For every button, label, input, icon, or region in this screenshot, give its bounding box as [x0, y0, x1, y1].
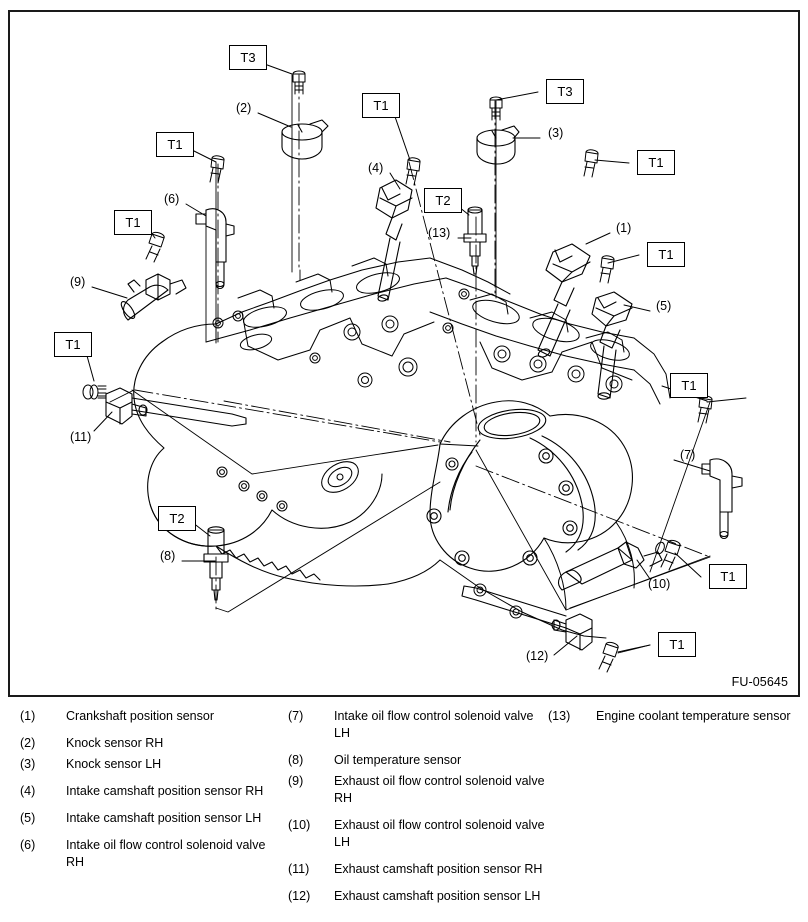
callout-3[interactable]: (3)	[548, 126, 564, 140]
legend-item	[288, 861, 550, 878]
callout-4[interactable]: (4)	[368, 161, 384, 175]
legend-item	[288, 708, 550, 742]
part-exhaust-ofcsv-rh	[119, 274, 186, 320]
bolt-t1-b	[406, 158, 420, 185]
bolt-t1-f	[83, 385, 106, 399]
legend-item-number: (7)	[288, 709, 304, 723]
callout-7[interactable]: (7)	[680, 448, 696, 462]
bolt-t1-d	[600, 256, 614, 283]
torque-label-t3-a[interactable]: T3	[229, 45, 267, 70]
part-knock-sensor-lh	[477, 126, 519, 164]
legend	[8, 708, 800, 914]
legend-item	[20, 708, 280, 725]
legend-item-number: (8)	[288, 753, 304, 767]
bolt-t1-a	[210, 156, 224, 183]
legend-item-number: (11)	[288, 862, 310, 876]
legend-item-label: Exhaust camshaft position sensor RH	[334, 862, 543, 876]
part-intake-camshaft-sensor-rh	[376, 180, 412, 302]
torque-label-t1-e[interactable]: T1	[114, 210, 152, 235]
legend-column-1	[20, 708, 280, 881]
legend-item-label: Intake camshaft position sensor RH	[66, 784, 264, 798]
torque-label-t1-a[interactable]: T1	[156, 132, 194, 157]
torque-label-t1-c[interactable]: T1	[637, 150, 675, 175]
legend-column-3	[548, 708, 800, 735]
legend-item-label: Engine coolant temperature sensor	[596, 709, 791, 723]
part-coolant-temp-sensor	[464, 207, 486, 274]
legend-item-label: Intake camshaft position sensor LH	[66, 811, 262, 825]
torque-label-t1-d[interactable]: T1	[647, 242, 685, 267]
legend-item	[20, 810, 280, 827]
legend-item	[288, 888, 550, 905]
callout-6[interactable]: (6)	[164, 192, 180, 206]
legend-item-label: Exhaust oil flow control solenoid valve RH	[334, 774, 545, 805]
legend-item-number: (4)	[20, 784, 36, 798]
torque-label-t2-a[interactable]: T2	[424, 188, 462, 213]
callout-8[interactable]: (8)	[160, 549, 176, 563]
legend-item-number: (6)	[20, 838, 36, 852]
legend-item-number: (2)	[20, 736, 36, 750]
engine-assembly-drawing	[10, 12, 802, 699]
legend-item	[288, 773, 550, 807]
part-exhaust-ofcsv-lh	[559, 542, 662, 590]
torque-label-t2-b[interactable]: T2	[158, 506, 196, 531]
torque-label-t1-h[interactable]: T1	[709, 564, 747, 589]
legend-item-number: (5)	[20, 811, 36, 825]
legend-column-2	[288, 708, 550, 915]
legend-item-label: Intake oil flow control solenoid valve RH	[66, 838, 266, 869]
bolt-t1-c	[584, 150, 598, 177]
legend-item-label: Exhaust oil flow control solenoid valve LH	[334, 818, 545, 849]
legend-item-number: (13)	[548, 709, 571, 723]
callout-9[interactable]: (9)	[70, 275, 86, 289]
callout-11[interactable]: (11)	[70, 430, 92, 444]
torque-label-t1-g[interactable]: T1	[670, 373, 708, 398]
callout-1[interactable]: (1)	[616, 221, 632, 235]
part-intake-ofcsv-rh	[196, 209, 234, 289]
legend-item-label: Intake oil flow control solenoid valve LH	[334, 709, 534, 740]
legend-item-label: Oil temperature sensor	[334, 753, 462, 767]
torque-label-t1-i[interactable]: T1	[658, 632, 696, 657]
legend-item-label: Crankshaft position sensor	[66, 709, 214, 723]
figure-code: FU-05645	[731, 675, 788, 689]
legend-item	[288, 817, 550, 851]
torque-label-t1-b[interactable]: T1	[362, 93, 400, 118]
part-knock-sensor-rh	[282, 120, 328, 159]
legend-item-number: (10)	[288, 818, 311, 832]
legend-item-number: (12)	[288, 889, 311, 903]
callout-12[interactable]: (12)	[526, 649, 549, 663]
legend-item-number: (1)	[20, 709, 36, 723]
part-intake-camshaft-sensor-lh	[592, 292, 632, 399]
callout-5[interactable]: (5)	[656, 299, 672, 313]
legend-item	[548, 708, 800, 725]
legend-item	[20, 756, 280, 773]
legend-item-label: Knock sensor RH	[66, 736, 164, 750]
callout-2[interactable]: (2)	[236, 101, 252, 115]
bolt-t1-e	[146, 232, 164, 262]
figure-frame	[8, 10, 800, 697]
legend-item	[20, 783, 280, 800]
torque-label-t1-f[interactable]: T1	[54, 332, 92, 357]
legend-item	[20, 735, 280, 752]
bolt-t1-h	[654, 540, 680, 570]
legend-item	[288, 752, 550, 769]
legend-item-number: (3)	[20, 757, 36, 771]
torque-label-t3-b[interactable]: T3	[546, 79, 584, 104]
legend-item	[20, 837, 280, 871]
legend-item-label: Knock sensor LH	[66, 757, 162, 771]
callout-13[interactable]: (13)	[428, 226, 451, 240]
legend-item-number: (9)	[288, 774, 304, 788]
legend-item-label: Exhaust camshaft position sensor LH	[334, 889, 541, 903]
callout-10[interactable]: (10)	[648, 577, 671, 591]
bolt-t1-i	[599, 642, 618, 672]
